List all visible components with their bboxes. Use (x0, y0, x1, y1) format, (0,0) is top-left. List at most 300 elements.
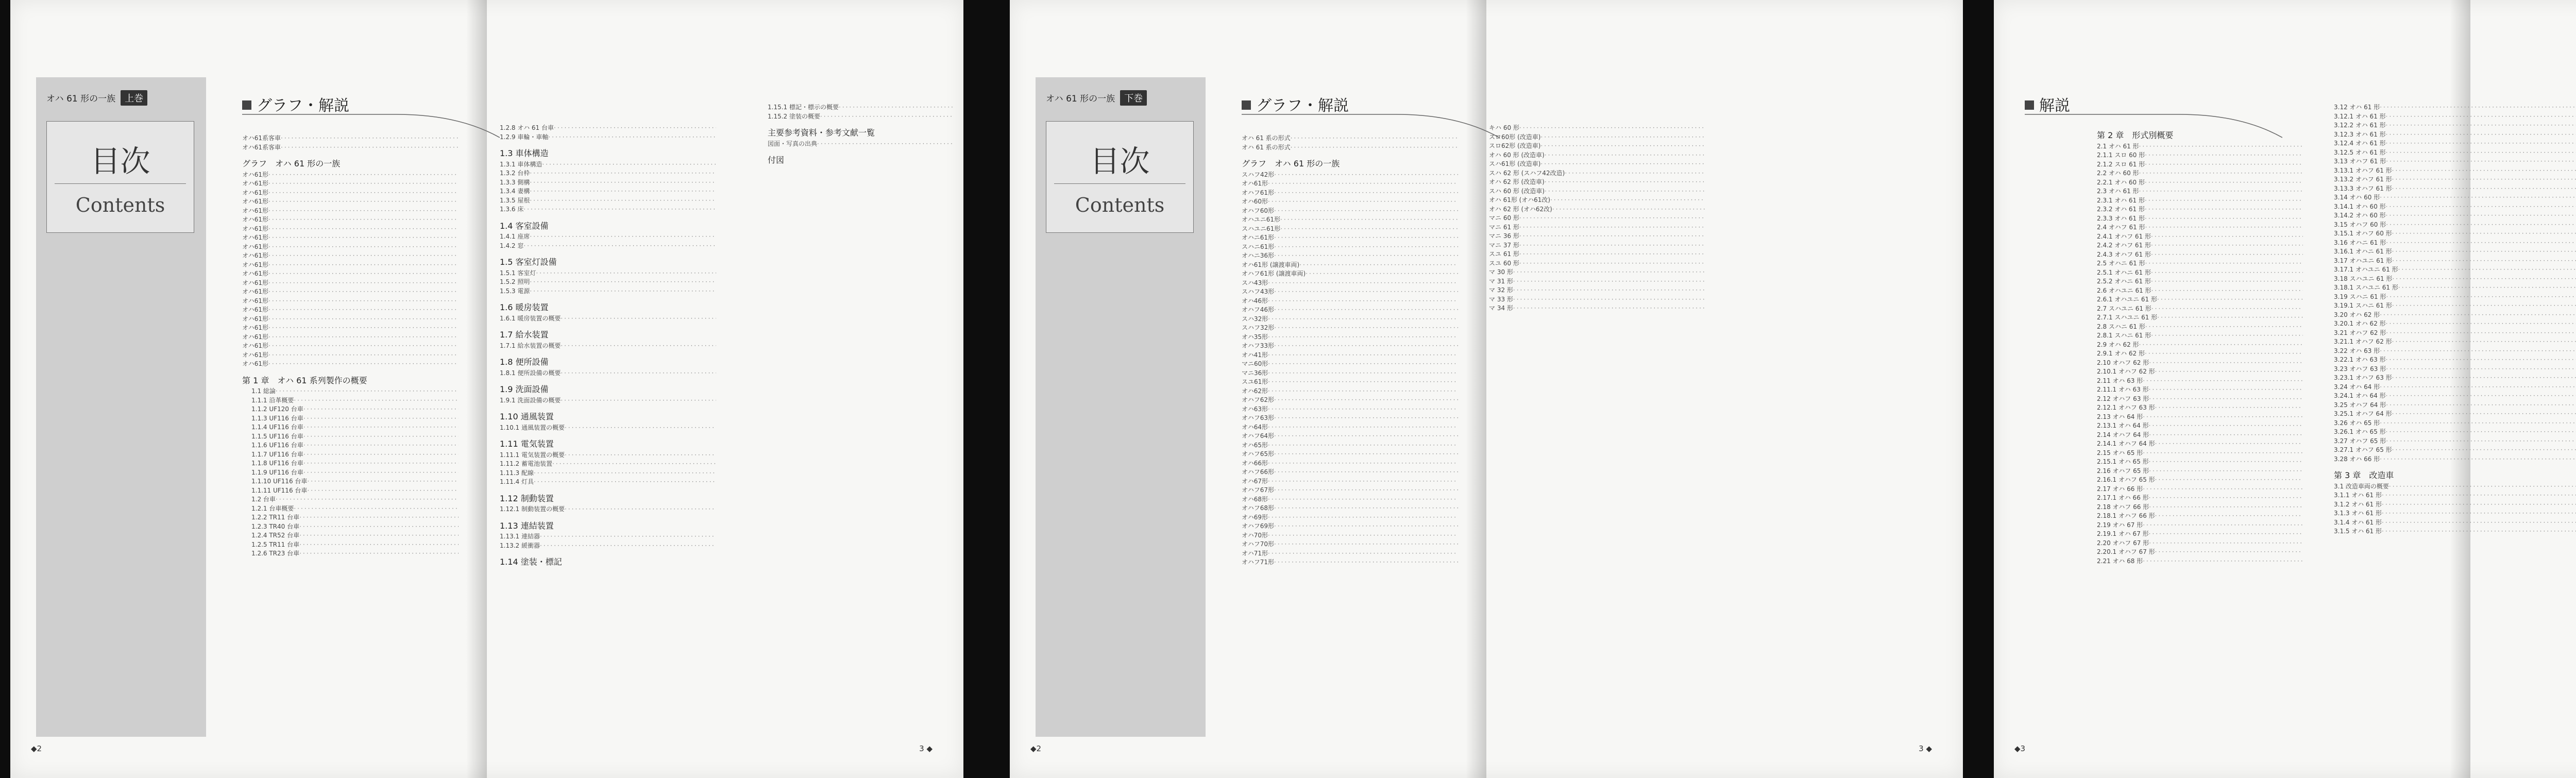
toc-leader-dots (2386, 239, 2576, 248)
toc-entry-title: 3.13.1 オハフ 61 形 (2334, 166, 2392, 174)
toc-entry[interactable] (2097, 377, 2303, 386)
toc-entry[interactable] (1242, 441, 1458, 450)
toc-entry[interactable] (1242, 171, 1458, 180)
toc-entry[interactable] (1489, 160, 1705, 169)
toc-entry[interactable] (768, 103, 953, 112)
toc-entry[interactable] (2097, 512, 2303, 521)
toc-entry[interactable] (2097, 439, 2303, 449)
toc-entry[interactable] (2334, 337, 2576, 347)
toc-entry[interactable] (2097, 151, 2303, 160)
toc-entry[interactable] (242, 423, 459, 432)
toc-entry[interactable] (1242, 324, 1458, 333)
toc-entry[interactable] (1242, 486, 1458, 495)
toc-entry[interactable] (2334, 175, 2576, 184)
toc-entry-title: スハニ61形 (1242, 243, 1275, 250)
toc-entry[interactable] (1489, 205, 1705, 214)
toc-entry[interactable] (2334, 383, 2576, 392)
toc-entry[interactable] (768, 140, 953, 149)
toc-entry[interactable] (2334, 202, 2576, 212)
toc-entry-title: 2.10.1 オハフ 62 形 (2097, 368, 2155, 375)
toc-entry[interactable] (1489, 178, 1705, 187)
toc-entry[interactable] (2334, 509, 2576, 518)
toc-leader-dots (2398, 283, 2576, 293)
toc-entry[interactable] (2334, 437, 2576, 446)
toc-entry[interactable] (500, 396, 716, 405)
toc-leader-dots (2143, 413, 2303, 422)
toc-entry[interactable] (500, 278, 716, 287)
toc-entry-title: 2.12 オハフ 63 形 (2097, 395, 2149, 402)
toc-leader-dots (2143, 557, 2303, 566)
toc-entry[interactable] (1489, 124, 1705, 133)
toc-entry[interactable] (500, 269, 716, 278)
toc-entry-title: オハフ62形 (1242, 396, 1275, 403)
toc-entry[interactable] (1242, 279, 1458, 288)
toc-entry[interactable] (2097, 449, 2303, 458)
toc-entry[interactable] (242, 179, 459, 189)
toc-entry[interactable] (2097, 250, 2303, 260)
toc-entry-title: 2.18.1 オハフ 66 形 (2097, 512, 2155, 519)
toc-leader-dots (1268, 441, 1458, 450)
toc-leader-dots (1274, 432, 1458, 441)
toc-entry[interactable] (242, 351, 459, 360)
toc-entry[interactable] (2097, 196, 2303, 206)
toc-entry[interactable] (1242, 143, 1458, 153)
toc-entry[interactable] (2097, 142, 2303, 151)
toc-leader-dots (2143, 521, 2303, 530)
page-title: 目次 (90, 144, 150, 179)
toc-entry[interactable] (1489, 223, 1705, 232)
toc-entry[interactable] (2334, 112, 2576, 122)
toc-entry[interactable] (242, 143, 459, 153)
toc-entry[interactable] (1242, 297, 1458, 306)
toc-entry[interactable] (2097, 421, 2303, 431)
toc-entry[interactable] (2334, 500, 2576, 510)
toc-entry[interactable] (2334, 455, 2576, 464)
toc-entry[interactable] (500, 424, 716, 433)
toc-entry[interactable] (1242, 269, 1458, 279)
toc-entry[interactable] (242, 207, 459, 216)
toc-entry[interactable] (2334, 265, 2576, 275)
toc-entry[interactable] (2334, 392, 2576, 401)
toc-entry[interactable] (242, 171, 459, 180)
toc-entry[interactable] (1489, 295, 1705, 305)
toc-entry[interactable] (242, 360, 459, 369)
toc-entry[interactable] (242, 414, 459, 424)
toc-entry[interactable] (2334, 247, 2576, 257)
toc-entry[interactable] (500, 532, 716, 542)
toc-entry[interactable] (1242, 450, 1458, 459)
toc-entry[interactable] (500, 369, 716, 378)
toc-entry[interactable] (1242, 405, 1458, 414)
toc-entry[interactable] (1489, 277, 1705, 286)
toc-entry[interactable] (1489, 241, 1705, 250)
toc-entry[interactable] (1242, 197, 1458, 207)
toc-entry[interactable] (242, 189, 459, 198)
toc-entry[interactable] (242, 441, 459, 450)
toc-entry[interactable] (2097, 286, 2303, 296)
toc-leader-dots (299, 540, 459, 550)
toc-entry[interactable] (242, 306, 459, 315)
toc-entry[interactable] (2097, 178, 2303, 188)
toc-entry[interactable] (242, 324, 459, 333)
toc-entry[interactable] (2334, 257, 2576, 266)
toc-leader-dots (2380, 311, 2576, 320)
toc-entry[interactable] (2334, 410, 2576, 419)
toc-entry[interactable] (2097, 160, 2303, 170)
toc-entry[interactable] (2097, 259, 2303, 268)
toc-entry[interactable] (2334, 157, 2576, 166)
toc-entry[interactable] (242, 269, 459, 279)
toc-entry[interactable] (500, 133, 716, 142)
toc-entry[interactable] (2334, 283, 2576, 293)
toc-entry[interactable] (2334, 184, 2576, 194)
toc-entry-title: スロ60形 (改造車) (1489, 133, 1541, 141)
toc-entry[interactable] (2334, 193, 2576, 202)
toc-leader-dots (2386, 157, 2576, 166)
toc-entry[interactable] (2097, 305, 2303, 314)
toc-entry[interactable] (242, 486, 459, 496)
toc-entry-title: 2.13.1 オハ 64 形 (2097, 422, 2149, 429)
toc-leader-dots (268, 233, 459, 243)
toc-entry-title: オハ61系客車 (242, 134, 281, 142)
toc-entry[interactable] (1242, 540, 1458, 549)
toc-entry[interactable] (242, 504, 459, 514)
toc-entry[interactable] (1242, 261, 1458, 270)
toc-entry[interactable] (2097, 557, 2303, 566)
toc-entry[interactable] (1242, 423, 1458, 432)
toc-entry[interactable] (1242, 513, 1458, 522)
toc-leader-dots (2139, 341, 2303, 350)
toc-entry[interactable] (242, 468, 459, 478)
toc-entry[interactable] (1242, 522, 1458, 531)
toc-entry[interactable] (2334, 139, 2576, 148)
toc-leader-dots (299, 531, 459, 540)
toc-entry-title: 3.12.2 オハ 61 形 (2334, 122, 2386, 129)
toc-entry[interactable] (242, 279, 459, 288)
toc-entry[interactable] (1242, 549, 1458, 559)
toc-entry[interactable] (1242, 378, 1458, 387)
toc-entry[interactable] (2334, 229, 2576, 239)
toc-entry[interactable] (500, 342, 716, 351)
toc-entry[interactable] (242, 197, 459, 207)
toc-entry[interactable] (242, 459, 459, 468)
toc-entry[interactable] (2334, 239, 2576, 248)
toc-entry[interactable] (1242, 351, 1458, 360)
toc-entry-title: 1.9.1 洗面設備の概要 (500, 396, 561, 404)
toc-entry[interactable] (1242, 558, 1458, 567)
toc-leader-dots (307, 477, 459, 486)
toc-entry[interactable] (2097, 494, 2303, 503)
toc-entry[interactable] (2097, 530, 2303, 539)
toc-entry[interactable] (242, 549, 459, 559)
toc-entry[interactable] (2097, 539, 2303, 548)
toc-entry[interactable] (1242, 215, 1458, 225)
toc-entry[interactable] (2097, 232, 2303, 242)
toc-entry[interactable] (2097, 277, 2303, 286)
toc-entry[interactable] (2334, 446, 2576, 455)
toc-entry[interactable] (1242, 207, 1458, 216)
toc-entry[interactable] (2097, 313, 2303, 323)
toc-entry[interactable] (1242, 179, 1458, 189)
toc-entry[interactable] (2097, 431, 2303, 440)
toc-entry[interactable] (1242, 369, 1458, 378)
toc-entry[interactable] (2097, 467, 2303, 476)
toc-entry[interactable] (242, 315, 459, 324)
toc-entry[interactable] (242, 522, 459, 532)
toc-entry[interactable] (242, 243, 459, 252)
toc-entry[interactable] (1242, 432, 1458, 441)
toc-entry[interactable] (500, 187, 716, 196)
toc-entry[interactable] (1242, 414, 1458, 423)
toc-entry[interactable] (500, 314, 716, 324)
toc-leader-dots (530, 232, 716, 242)
toc-entry[interactable] (2097, 413, 2303, 422)
toc-leader-dots (1268, 477, 1458, 486)
toc-entry[interactable] (2097, 485, 2303, 494)
toc-entry[interactable] (2097, 295, 2303, 305)
toc-entry-title: 3.17 オハユニ 61 形 (2334, 257, 2393, 264)
toc-entry[interactable] (2334, 121, 2576, 130)
toc-entry[interactable] (2097, 385, 2303, 395)
toc-leader-dots (2151, 286, 2303, 296)
toc-entry-title: 2.19.1 オハ 67 形 (2097, 530, 2149, 537)
toc-entry[interactable] (500, 460, 716, 469)
toc-leader-dots (1268, 459, 1458, 468)
toc-entry[interactable] (2334, 311, 2576, 320)
toc-entry[interactable] (2334, 518, 2576, 528)
toc-entry[interactable] (500, 205, 716, 214)
toc-entry[interactable] (2334, 293, 2576, 302)
toc-entry[interactable] (500, 124, 716, 133)
toc-entry[interactable] (500, 287, 716, 296)
toc-entry[interactable] (242, 531, 459, 540)
toc-entry-title: オハ61形 (譲渡車両) (1242, 261, 1300, 268)
toc-entry[interactable] (1242, 134, 1458, 143)
toc-entry-title: 2.5 オハニ 61 形 (2097, 260, 2145, 267)
toc-entry[interactable] (2097, 223, 2303, 232)
toc-entry[interactable] (2334, 374, 2576, 383)
toc-entry[interactable] (2097, 214, 2303, 224)
toc-entry[interactable] (242, 261, 459, 270)
toc-leader-dots (1268, 549, 1458, 559)
toc-entry-title: マニ36形 (1242, 369, 1268, 377)
toc-entry[interactable] (242, 233, 459, 243)
toc-entry[interactable] (1489, 286, 1705, 295)
toc-entry[interactable] (1242, 251, 1458, 261)
toc-entry[interactable] (2097, 241, 2303, 250)
toc-entry[interactable] (242, 287, 459, 297)
toc-entry[interactable] (1489, 133, 1705, 142)
toc-entry[interactable] (500, 469, 716, 478)
toc-entry-title: 3.1.2 オハ 61 形 (2334, 500, 2382, 508)
toc-chapter-heading: グラフ オハ 61 形の一族 (242, 159, 341, 168)
toc-entry[interactable] (2334, 275, 2576, 284)
toc-entry[interactable] (2097, 349, 2303, 359)
toc-entry[interactable] (2097, 548, 2303, 557)
toc-entry[interactable] (242, 513, 459, 522)
toc-entry[interactable] (242, 215, 459, 225)
toc-entry[interactable] (1242, 396, 1458, 405)
toc-entry[interactable] (1489, 169, 1705, 178)
toc-entry[interactable] (1489, 196, 1705, 205)
toc-chapter-heading: 1.7 給水装置 (500, 330, 549, 340)
toc-entry[interactable] (242, 387, 459, 396)
toc-entry-title: オハ61形 (242, 216, 269, 223)
toc-entry[interactable] (1489, 232, 1705, 241)
toc-entry[interactable] (2097, 521, 2303, 530)
toc-entry[interactable] (242, 405, 459, 414)
toc-entry-title: 3.16 オハニ 61 形 (2334, 239, 2386, 246)
toc-entry-title: 2.4.1 オハフ 61 形 (2097, 232, 2151, 240)
toc-entry[interactable] (2334, 482, 2576, 492)
toc-entry-title: オハ61形 (242, 225, 269, 232)
toc-entry[interactable] (2097, 187, 2303, 196)
toc-entry[interactable] (1489, 187, 1705, 196)
toc-entry[interactable] (500, 178, 716, 188)
toc-entry[interactable] (2334, 221, 2576, 230)
toc-entry[interactable] (1242, 306, 1458, 315)
toc-entry[interactable] (2334, 419, 2576, 428)
toc-entry[interactable] (1242, 360, 1458, 369)
toc-entry-title: オハ66形 (1242, 459, 1268, 467)
toc-leader-dots (1299, 261, 1458, 270)
toc-entry[interactable] (500, 196, 716, 206)
toc-leader-dots (540, 542, 716, 551)
toc-entry[interactable] (2334, 148, 2576, 158)
toc-entry[interactable] (242, 450, 459, 460)
toc-entry[interactable] (242, 477, 459, 486)
toc-entry[interactable] (500, 169, 716, 178)
toc-leader-dots (2386, 202, 2576, 212)
toc-entry[interactable] (2334, 166, 2576, 176)
toc-entry[interactable] (2334, 130, 2576, 140)
toc-entry-title: 2.20 オハフ 67 形 (2097, 539, 2149, 547)
toc-entry-title: 2.7.1 スハユニ 61 形 (2097, 314, 2158, 321)
toc-entry[interactable] (500, 478, 716, 487)
toc-entry-title: 2.20.1 オハフ 67 形 (2097, 548, 2155, 555)
toc-entry[interactable] (1242, 287, 1458, 297)
folio-left: ◆3 (2014, 744, 2026, 753)
toc-entry[interactable] (242, 495, 459, 504)
toc-entry[interactable] (1242, 468, 1458, 477)
toc-entry-title: オハ35形 (1242, 333, 1268, 341)
toc-entry[interactable] (768, 112, 953, 122)
toc-entry-title: スハ 60 形 (改造車) (1489, 187, 1545, 195)
toc-entry[interactable] (1242, 342, 1458, 351)
toc-entry[interactable] (2334, 347, 2576, 356)
toc-leader-dots (540, 532, 716, 542)
toc-entry[interactable] (1242, 189, 1458, 198)
toc-entry-title: 2.15 オハ 65 形 (2097, 449, 2143, 456)
toc-entry[interactable] (2097, 205, 2303, 214)
toc-entry[interactable] (1242, 531, 1458, 540)
toc-entry[interactable] (500, 160, 716, 170)
toc-entry[interactable] (2334, 365, 2576, 374)
toc-entry[interactable] (1489, 250, 1705, 259)
toc-entry[interactable] (242, 251, 459, 261)
toc-entry-title: オハフ69形 (1242, 522, 1275, 530)
toc-entry[interactable] (1489, 214, 1705, 223)
toc-entry[interactable] (1242, 477, 1458, 486)
toc-entry[interactable] (1242, 495, 1458, 504)
toc-entry[interactable] (2334, 527, 2576, 536)
toc-entry[interactable] (1242, 225, 1458, 234)
toc-entry[interactable] (2097, 359, 2303, 368)
toc-entry[interactable] (2097, 395, 2303, 404)
toc-entry[interactable] (2334, 428, 2576, 437)
toc-entry[interactable] (242, 342, 459, 351)
toc-entry[interactable] (500, 505, 716, 514)
toc-entry-title: マ 30 形 (1489, 268, 1513, 276)
toc-leader-dots (561, 369, 716, 378)
toc-entry[interactable] (1489, 304, 1705, 313)
toc-entry[interactable] (2334, 211, 2576, 221)
toc-entry[interactable] (2334, 103, 2576, 112)
toc-entry[interactable] (2097, 323, 2303, 332)
toc-entry-title: 3.25.1 オハフ 64 形 (2334, 410, 2392, 417)
toc-entry[interactable] (2097, 367, 2303, 377)
toc-entry[interactable] (2334, 356, 2576, 365)
toc-entry[interactable] (2334, 319, 2576, 329)
toc-entry[interactable] (2097, 476, 2303, 485)
toc-entry[interactable] (242, 297, 459, 306)
title-divider (55, 183, 186, 184)
toc-entry[interactable] (2334, 401, 2576, 410)
toc-entry[interactable] (2097, 268, 2303, 278)
toc-entry[interactable] (1489, 151, 1705, 160)
toc-leader-dots (1268, 423, 1458, 432)
toc-entry[interactable] (1242, 459, 1458, 468)
toc-entry-title: 1.2.4 TR52 台車 (251, 532, 300, 539)
toc-entry[interactable] (1242, 333, 1458, 342)
toc-entry[interactable] (1242, 315, 1458, 324)
toc-entry[interactable] (1242, 233, 1458, 243)
toc-entry[interactable] (2097, 169, 2303, 178)
toc-entry[interactable] (2097, 503, 2303, 512)
toc-entry[interactable] (2097, 403, 2303, 413)
toc-entry[interactable] (2097, 331, 2303, 341)
toc-leader-dots (1540, 133, 1705, 142)
toc-entry[interactable] (2334, 301, 2576, 311)
toc-entry[interactable] (1489, 142, 1705, 151)
toc-entry[interactable] (2334, 329, 2576, 338)
toc-entry[interactable] (2097, 341, 2303, 350)
toc-leader-dots (1274, 396, 1458, 405)
toc-leader-dots (1306, 269, 1458, 279)
toc-entry-title: オハ61形 (242, 243, 269, 250)
toc-entry[interactable] (242, 225, 459, 234)
toc-entry[interactable] (242, 540, 459, 550)
toc-entry[interactable] (500, 451, 716, 460)
toc-entry[interactable] (500, 232, 716, 242)
toc-entry[interactable] (242, 432, 459, 442)
toc-entry[interactable] (1489, 259, 1705, 268)
toc-entry[interactable] (242, 134, 459, 143)
toc-entry-title: スハユニ61形 (1242, 225, 1281, 232)
toc-entry[interactable] (1242, 504, 1458, 513)
toc-entry[interactable] (1242, 387, 1458, 396)
toc-entry[interactable] (500, 242, 716, 251)
toc-entry[interactable] (242, 396, 459, 405)
toc-leader-dots (2149, 385, 2303, 395)
toc-entry-title: 1.2 台車 (251, 496, 276, 503)
toc-entry[interactable] (500, 542, 716, 551)
toc-entry[interactable] (1242, 243, 1458, 252)
toc-entry[interactable] (242, 333, 459, 342)
toc-entry[interactable] (2097, 458, 2303, 467)
toc-entry[interactable] (1489, 268, 1705, 277)
toc-entry[interactable] (2334, 491, 2576, 500)
